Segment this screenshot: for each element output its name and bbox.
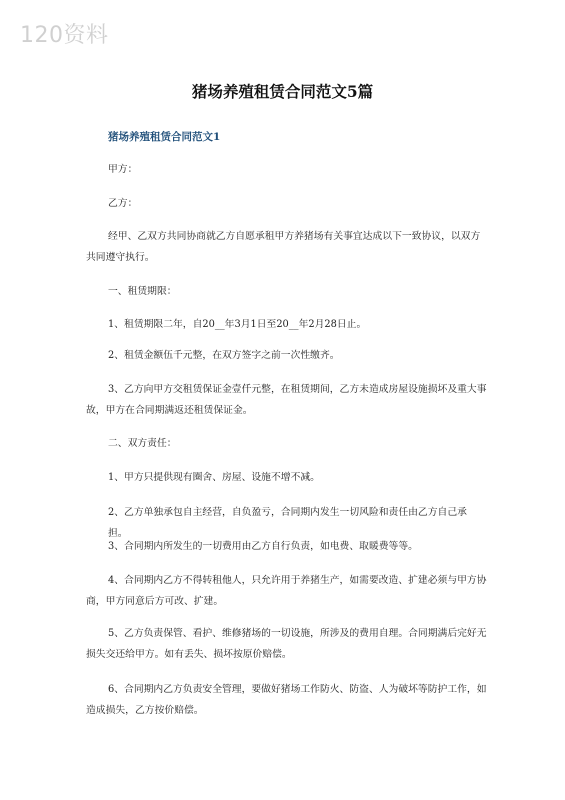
clause-1-3: 3、乙方向甲方交租赁保证金壹仟元整，在租赁期间，乙方未造成房屋设施损坏及重大事故，甲方在合同期满返还租赁保证金。 bbox=[86, 384, 487, 416]
clause-2-5: 5、乙方负责保管、看护、维修猪场的一切设施，所涉及的费用自理。合同期满后完好无损失交还给甲方。如有丢失、损坏按原价赔偿。 bbox=[86, 628, 487, 660]
clause-1-2: 2、租赁金额伍千元整，在双方签字之前一次性缴齐。 bbox=[108, 350, 340, 361]
clause-1-1: 1、租赁期限二年，自20__年3月1日至20__年2月28日止。 bbox=[108, 319, 367, 330]
heading-lease-term: 一、租赁期限： bbox=[108, 286, 177, 297]
clause-2-3: 3、合同期内所发生的一切费用由乙方自行负责，如电费、取暖费等等。 bbox=[108, 541, 418, 552]
heading-responsibilities: 二、双方责任： bbox=[108, 438, 177, 449]
clause-2-6: 6、合同期内乙方负责安全管理，要做好猪场工作防火、防盗、人为破坏等防护工作，如造成损失，乙方按价赔偿。 bbox=[86, 684, 487, 716]
clause-2-2: 2、乙方单独承包自主经营，自负盈亏，合同期内发生一切风险和责任由乙方自己承担。 bbox=[108, 507, 467, 539]
party-b-line: 乙方： bbox=[108, 198, 138, 209]
party-a-line: 甲方： bbox=[108, 164, 138, 175]
clause-2-1: 1、甲方只提供现有圈舍、房屋、设施不增不减。 bbox=[108, 472, 320, 483]
clause-2-4: 4、合同期内乙方不得转租他人，只允许用于养猪生产，如需要改造、扩建必须与甲方协商，甲方同意后方可改、扩建。 bbox=[86, 575, 487, 607]
section-title: 猪场养殖租赁合同范文1 bbox=[108, 131, 221, 143]
document-title: 猪场养殖租赁合同范文5篇 bbox=[191, 82, 374, 101]
intro-paragraph: 经甲、乙双方共同协商就乙方自愿承租甲方养猪场有关事宜达成以下一致协议，以双方共同遵守执行。 bbox=[86, 231, 481, 263]
watermark-logo: 120资料 bbox=[20, 23, 109, 48]
